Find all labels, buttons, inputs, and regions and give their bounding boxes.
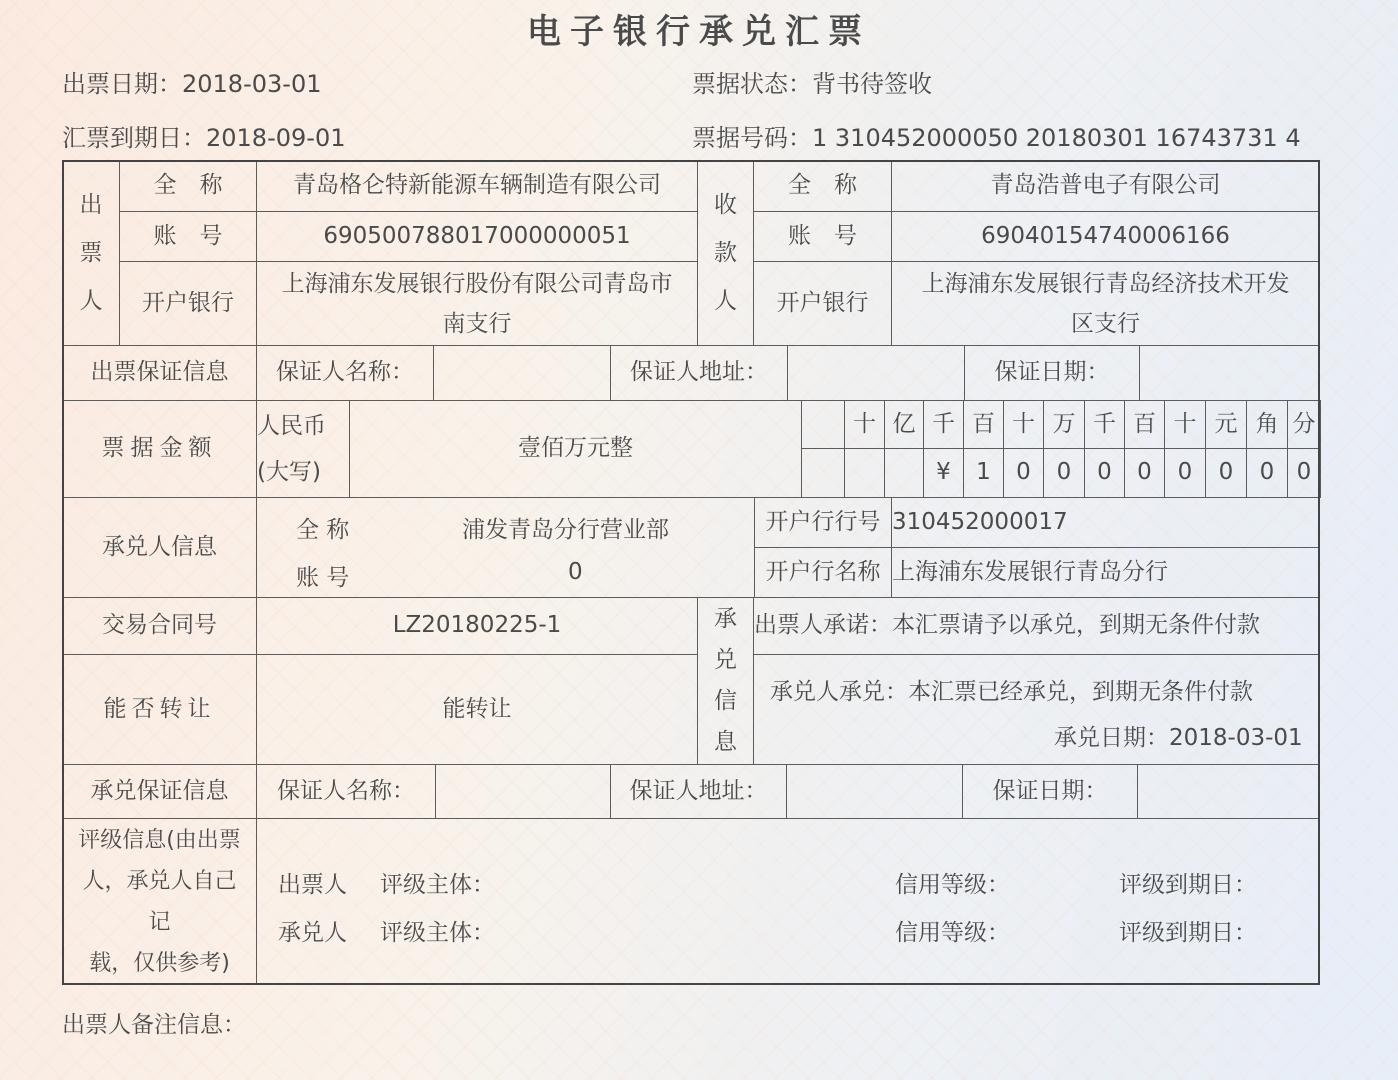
rating-label bbox=[62, 818, 257, 985]
rating-drawer-subject-label: 评级主体： bbox=[380, 872, 495, 898]
rating-label-line: 评级信息(由出票 bbox=[78, 827, 241, 853]
amount-rmb-line: (大写) bbox=[257, 459, 321, 485]
accept-guarantor-name bbox=[435, 764, 611, 819]
drawer-bank-line: 上海浦东发展银行股份有限公司青岛市 bbox=[281, 270, 673, 297]
page-title: 电子银行承兑汇票 bbox=[527, 12, 871, 52]
accept-guarantee-date bbox=[1137, 764, 1320, 819]
accept-guarantee-date-label: 保证日期： bbox=[962, 764, 1138, 819]
amount-unit-cell: 万 bbox=[1043, 400, 1085, 449]
amount-blank-cell bbox=[801, 448, 845, 498]
acceptance-date bbox=[1054, 719, 1303, 752]
amount-digit-cell: 0 bbox=[1043, 448, 1085, 498]
acceptance-section-char: 承 bbox=[714, 606, 737, 632]
acceptor-account: 0 bbox=[568, 559, 583, 585]
rating-acceptor-expiry-label: 评级到期日： bbox=[1119, 920, 1257, 946]
draw-guarantee-date bbox=[1139, 345, 1320, 401]
bill-number bbox=[692, 118, 1301, 153]
due-date-label: 汇票到期日： bbox=[62, 124, 206, 152]
acceptor-name: 浦发青岛分行营业部 bbox=[462, 517, 669, 543]
payee-name: 青岛浩普电子有限公司 bbox=[891, 160, 1320, 212]
bill-number-value: 1 310452000050 20180301 16743731 4 bbox=[812, 124, 1301, 152]
amount-digit-cell: 0 bbox=[1084, 448, 1125, 498]
acceptor-bank-name: 上海浦东发展银行青岛分行 bbox=[891, 547, 1320, 598]
issue-date bbox=[62, 64, 321, 99]
due-date bbox=[62, 118, 345, 153]
amount-unit-cell: 亿 bbox=[884, 400, 924, 449]
drawer-section-label bbox=[62, 160, 120, 346]
draw-guarantor-name-label: 保证人名称： bbox=[256, 345, 434, 401]
bill-status-value: 背书待签收 bbox=[812, 70, 932, 98]
rating-acceptor-label: 承兑人 bbox=[278, 920, 347, 946]
amount-unit-cell: 十 bbox=[1003, 400, 1044, 449]
amount-digit-cell: 0 bbox=[1003, 448, 1044, 498]
amount-digit-cell bbox=[884, 448, 924, 498]
amount-rmb-label bbox=[256, 400, 350, 498]
rating-label-line: 记 bbox=[148, 909, 171, 935]
amount-digit-cell: 0 bbox=[1124, 448, 1165, 498]
amount-digit-cell: 0 bbox=[1287, 448, 1321, 498]
amount-in-words: 壹佰万元整 bbox=[349, 400, 802, 498]
transfer-value: 能转让 bbox=[256, 654, 698, 765]
drawer-name: 青岛格仑特新能源车辆制造有限公司 bbox=[256, 160, 698, 212]
drawer-section-char: 票 bbox=[79, 240, 103, 266]
drawer-section-char: 出 bbox=[79, 192, 103, 218]
drawer-bank bbox=[256, 261, 698, 346]
acceptor-account-label: 账 号 bbox=[296, 565, 350, 591]
acceptance-section-label bbox=[697, 597, 754, 765]
payee-account: 69040154740006166 bbox=[891, 211, 1320, 262]
acceptor-bank-no-label: 开户行行号 bbox=[754, 497, 892, 548]
drawer-name-label: 全 称 bbox=[119, 160, 257, 212]
amount-unit-cell: 十 bbox=[844, 400, 885, 449]
acceptance-date-label: 承兑日期： bbox=[1054, 725, 1169, 751]
draw-guarantor-address-label: 保证人地址： bbox=[610, 345, 788, 401]
payee-bank-label: 开户银行 bbox=[753, 261, 892, 346]
acceptor-promise: 承兑人承兑：本汇票已经承兑，到期无条件付款 bbox=[770, 679, 1253, 705]
amount-digit-cell: 0 bbox=[1205, 448, 1247, 498]
amount-unit-cell: 千 bbox=[923, 400, 964, 449]
drawer-section-char: 人 bbox=[79, 288, 103, 314]
acceptor-info-label: 承兑人信息 bbox=[62, 497, 257, 598]
bill-status-label: 票据状态： bbox=[692, 70, 812, 98]
amount-unit-cell: 元 bbox=[1205, 400, 1247, 449]
drawer-account-label: 账 号 bbox=[119, 211, 257, 262]
bill-status bbox=[692, 64, 932, 99]
transfer-label: 能否转让 bbox=[62, 654, 257, 765]
acceptor-bank-no: 310452000017 bbox=[891, 497, 1320, 548]
amount-unit-cell: 千 bbox=[1084, 400, 1125, 449]
acceptor-bank-name-label: 开户行名称 bbox=[754, 547, 892, 598]
amount-unit-cell: 百 bbox=[963, 400, 1004, 449]
amount-label: 票据金额 bbox=[62, 400, 257, 498]
amount-unit-cell: 角 bbox=[1246, 400, 1288, 449]
acceptance-section-char: 兑 bbox=[714, 647, 737, 673]
amount-blank-cell bbox=[801, 400, 845, 449]
amount-rmb-line: 人民币 bbox=[257, 413, 326, 439]
accept-guarantor-name-label: 保证人名称： bbox=[256, 764, 436, 819]
payee-section-char: 收 bbox=[714, 192, 737, 218]
payee-bank bbox=[891, 261, 1320, 346]
bill-number-label: 票据号码： bbox=[692, 124, 812, 152]
drawer-bank-line: 南支行 bbox=[442, 310, 512, 337]
rating-acceptor-credit-label: 信用等级： bbox=[895, 920, 1010, 946]
payee-name-label: 全 称 bbox=[753, 160, 892, 212]
accept-guarantor-address-label: 保证人地址： bbox=[610, 764, 787, 819]
drawer-account: 690500788017000000051 bbox=[256, 211, 698, 262]
rating-drawer-label: 出票人 bbox=[278, 872, 347, 898]
issue-date-label: 出票日期： bbox=[62, 70, 182, 98]
payee-section-label bbox=[697, 160, 754, 346]
rating-drawer-credit-label: 信用等级： bbox=[895, 872, 1010, 898]
issue-date-value: 2018-03-01 bbox=[182, 70, 322, 98]
remarks-label: 出票人备注信息： bbox=[62, 1012, 246, 1038]
amount-digit-cell: 1 bbox=[963, 448, 1004, 498]
draw-guarantee-label: 出票保证信息 bbox=[62, 345, 257, 401]
amount-digit-cell bbox=[844, 448, 885, 498]
due-date-value: 2018-09-01 bbox=[206, 124, 346, 152]
acceptance-section-char: 信 bbox=[714, 688, 737, 714]
draw-guarantor-name bbox=[433, 345, 611, 401]
payee-section-char: 款 bbox=[714, 240, 737, 266]
payee-account-label: 账 号 bbox=[753, 211, 892, 262]
draw-guarantee-date-label: 保证日期： bbox=[964, 345, 1140, 401]
acceptance-section-char: 息 bbox=[714, 729, 737, 755]
rating-acceptor-subject-label: 评级主体： bbox=[380, 920, 495, 946]
draw-guarantor-address bbox=[787, 345, 965, 401]
amount-digit-cell: 0 bbox=[1246, 448, 1288, 498]
rating-drawer-expiry-label: 评级到期日： bbox=[1119, 872, 1257, 898]
rating-label-line: 载，仅供参考) bbox=[89, 950, 230, 976]
amount-digit-cell: ¥ bbox=[923, 448, 964, 498]
rating-label-line: 人，承兑人自己 bbox=[82, 868, 237, 894]
rating-box bbox=[256, 818, 1320, 985]
amount-unit-cell: 十 bbox=[1164, 400, 1206, 449]
payee-bank-line: 上海浦东发展银行青岛经济技术开发 bbox=[921, 270, 1290, 297]
payee-bank-line: 区支行 bbox=[1071, 310, 1140, 337]
contract-label: 交易合同号 bbox=[62, 597, 257, 655]
contract-number: LZ20180225-1 bbox=[256, 597, 698, 655]
amount-unit-cell: 百 bbox=[1124, 400, 1165, 449]
drawer-bank-label: 开户银行 bbox=[119, 261, 257, 346]
drawer-promise: 出票人承诺：本汇票请予以承兑，到期无条件付款 bbox=[753, 597, 1320, 655]
amount-digit-cell: 0 bbox=[1164, 448, 1206, 498]
accept-guarantee-label: 承兑保证信息 bbox=[62, 764, 257, 819]
accept-guarantor-address bbox=[786, 764, 963, 819]
acceptor-name-label: 全 称 bbox=[296, 517, 350, 543]
payee-section-char: 人 bbox=[714, 288, 737, 314]
acceptance-date-value: 2018-03-01 bbox=[1169, 725, 1303, 751]
amount-unit-cell: 分 bbox=[1287, 400, 1321, 449]
